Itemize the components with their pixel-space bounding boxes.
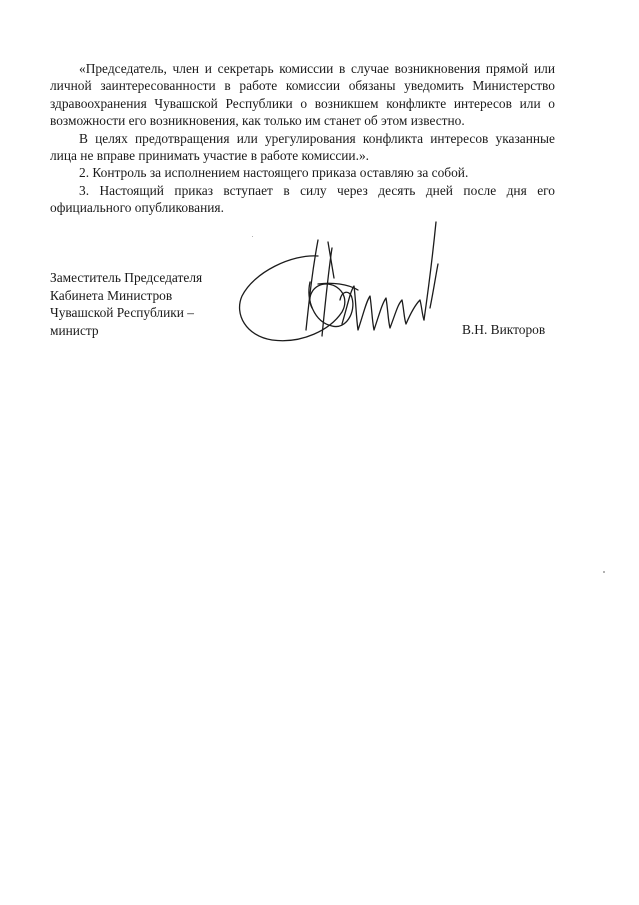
signer-name: В.Н. Викторов [462,322,546,337]
signer-position-line: Кабинета Министров [50,287,173,303]
paragraph-effective-date: 3. Настоящий приказ вступает в силу через десять дней после дня его официального опубликования. [50,182,555,216]
paragraph-conflict-prevention: В целях предотвращения или урегулирования конфликта интересов указанные лица не вправе принимать участие в работе комиссии.». [50,130,555,164]
signer-position-line: министр [50,322,99,338]
signer-position [50,269,250,339]
signer-position-line: Заместитель Председателя [50,270,203,285]
paragraph-commission-duty: «Председатель, член и секретарь комиссии в случае возникновения прямой или личной заинтересованности в работе комиссии обязаны уведомить Министерство здравоохранения Чувашской Республики о возникшем конфликте интересов или о возможности его возникновения, как только им станет об этом известно. [50,61,555,129]
scan-speck [603,571,605,573]
paragraph-control-clause: 2. Контроль за исполнением настоящего приказа оставляю за собой. [79,165,469,181]
handwritten-signature [232,212,462,357]
scan-speck [252,236,253,237]
signer-position-line: Чувашской Республики – [50,305,194,321]
body-text [50,60,555,217]
